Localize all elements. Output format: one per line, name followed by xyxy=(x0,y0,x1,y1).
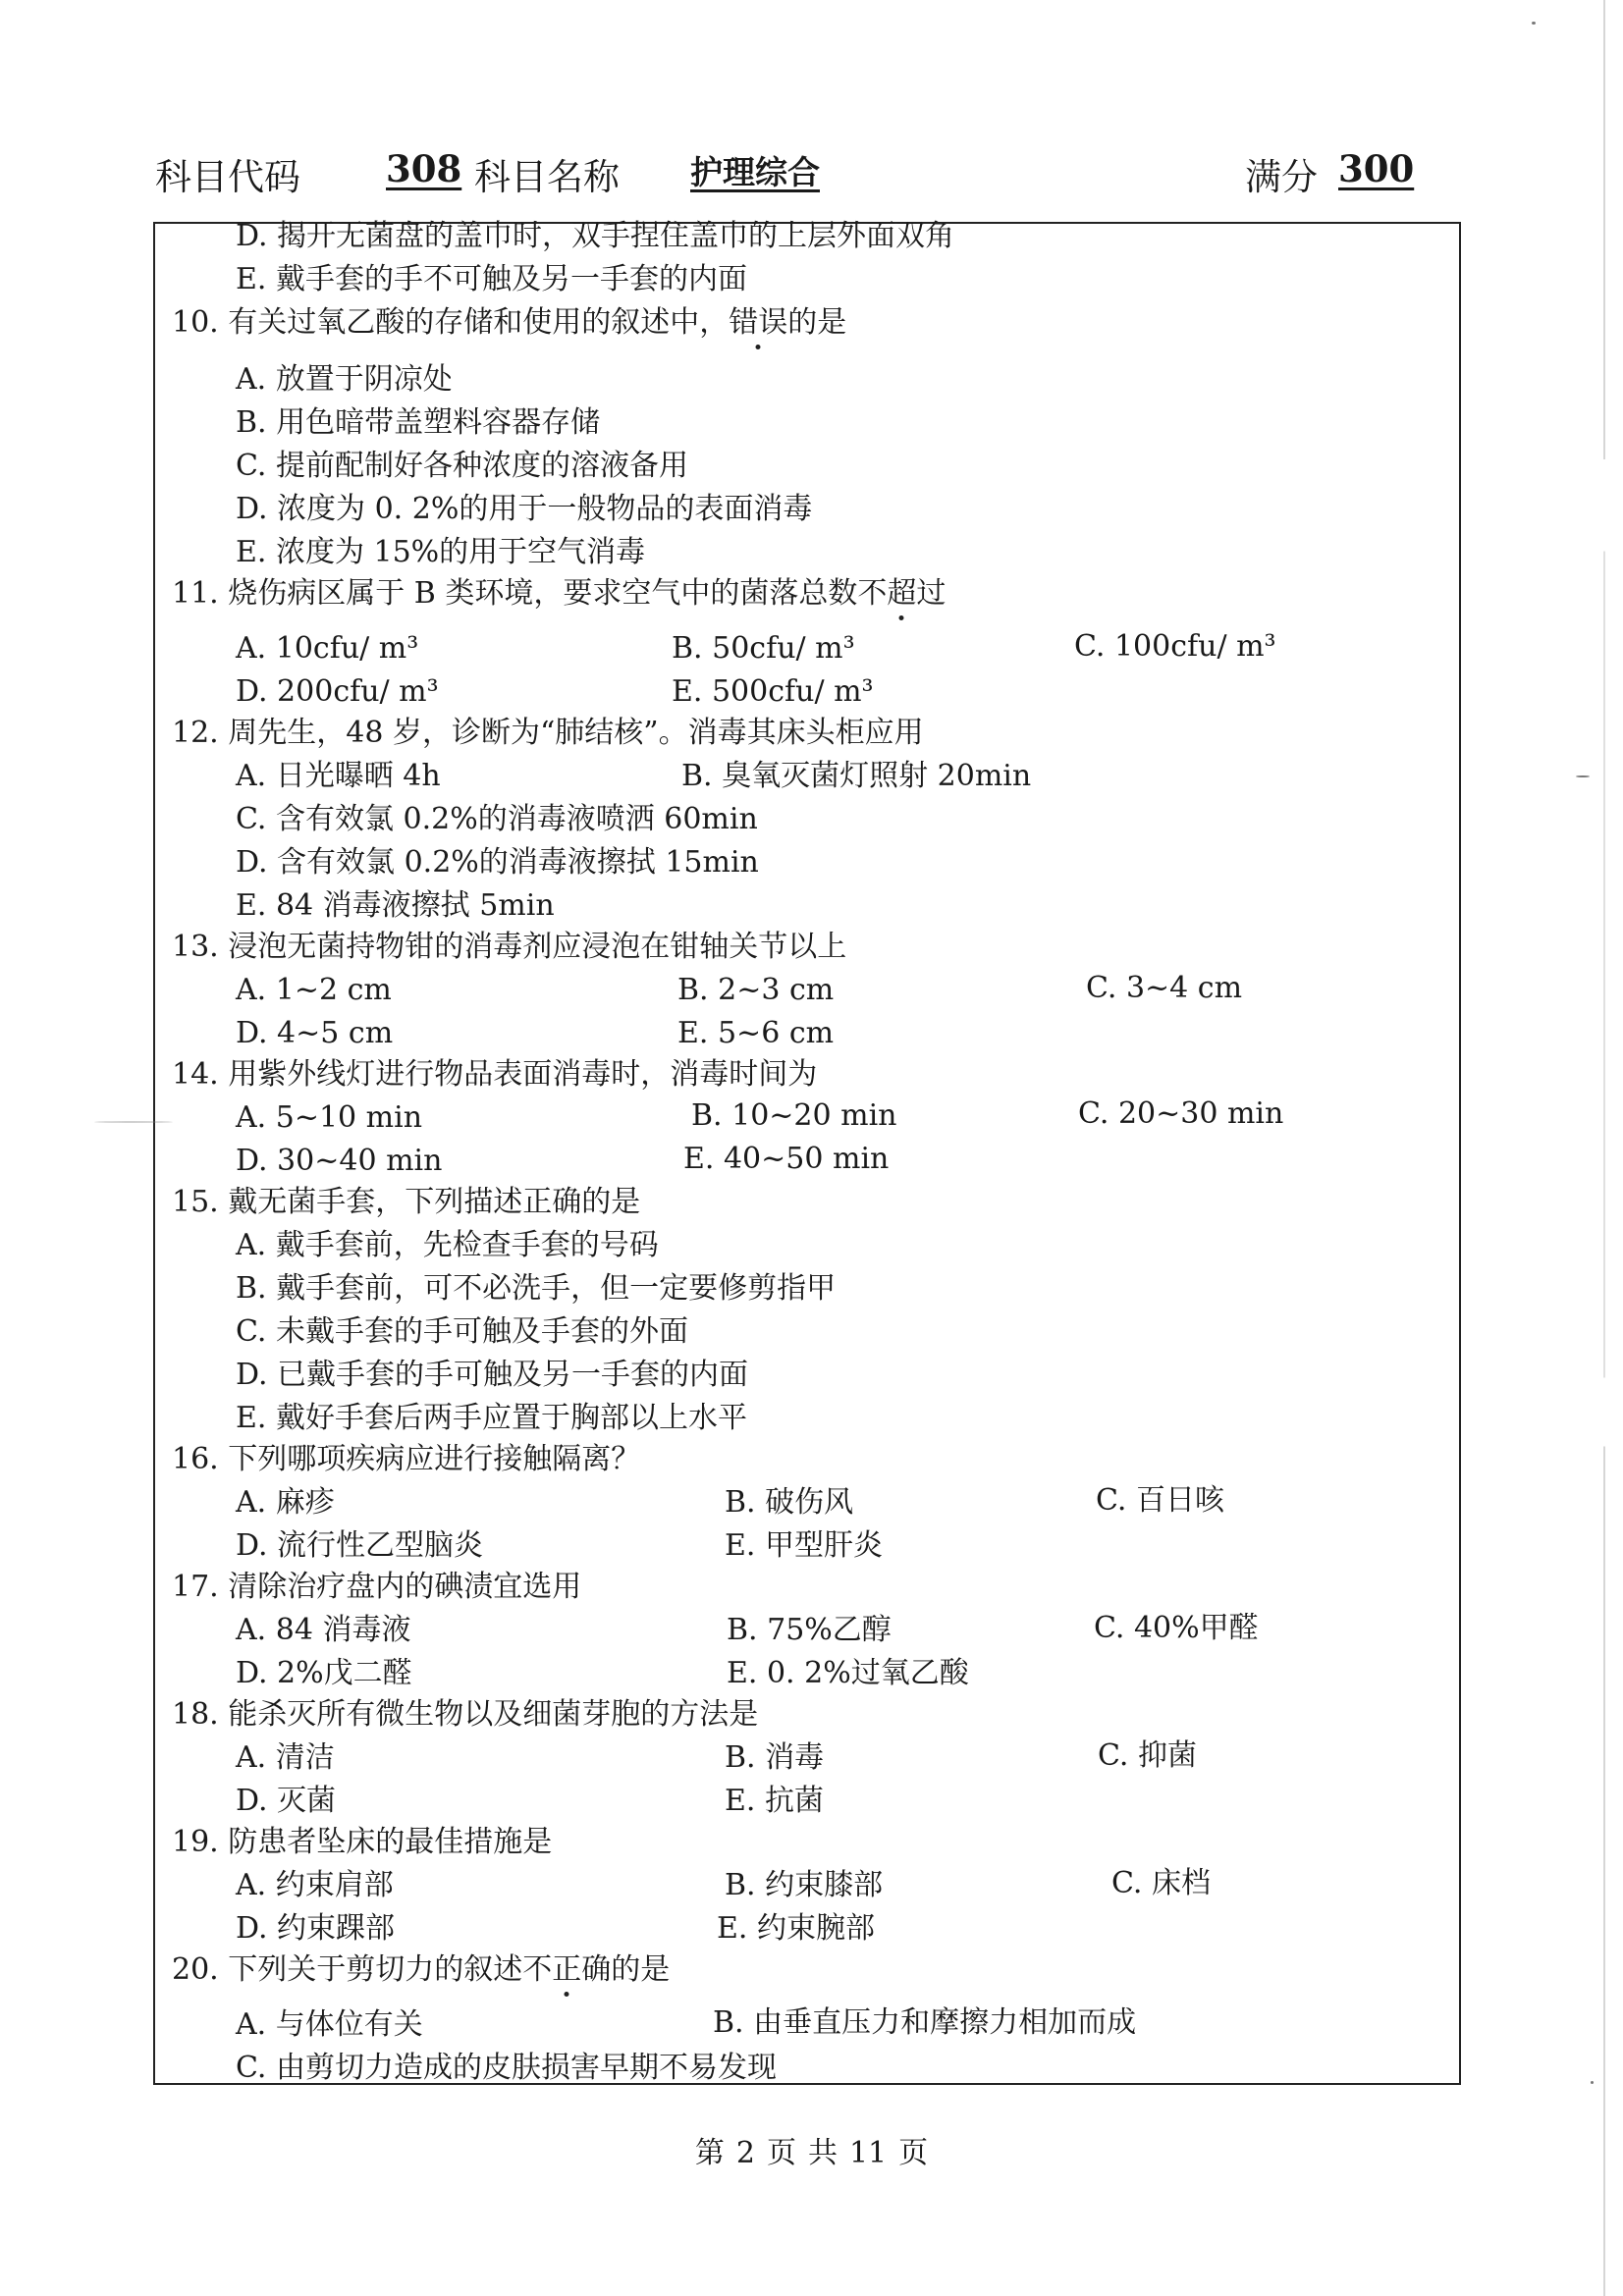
option-line: C. 100cfu/ m³ xyxy=(1074,629,1276,664)
option-line: C. 含有效氯 0.2%的消毒液喷洒 60min xyxy=(236,802,758,836)
option-line: E. 浓度为 15%的用于空气消毒 xyxy=(236,535,646,569)
option-line: A. 约束肩部 xyxy=(236,1868,394,1902)
question-text: 20. 下列关于剪切力的叙述 xyxy=(172,1952,523,1987)
subject-code: 308 xyxy=(386,147,462,190)
question-14: 14. 用紫外线灯进行物品表面消毒时，消毒时间为 xyxy=(172,1057,818,1092)
option-line: E. 84 消毒液擦拭 5min xyxy=(236,888,555,923)
option-line: C. 未戴手套的手可触及手套的外面 xyxy=(236,1314,688,1349)
option-line: E. 抗菌 xyxy=(725,1784,824,1818)
option-line: B. 臭氧灭菌灯照射 20min xyxy=(681,759,1032,793)
option-line: B. 10~20 min xyxy=(691,1098,897,1133)
question-13: 13. 浸泡无菌持物钳的消毒剂应浸泡在钳轴关节以上 xyxy=(172,930,847,964)
option-line: B. 破伤风 xyxy=(725,1485,854,1520)
option-line: C. 3~4 cm xyxy=(1086,971,1243,1005)
question-20 xyxy=(172,1951,670,1989)
question-12: 12. 周先生，48 岁，诊断为“肺结核”。消毒其床头柜应用 xyxy=(172,716,924,750)
option-line: D. 含有效氯 0.2%的消毒液擦拭 15min xyxy=(236,845,759,880)
question-17: 17. 清除治疗盘内的碘渍宜选用 xyxy=(172,1570,582,1604)
option-line: D. 200cfu/ m³ xyxy=(236,674,439,709)
option-line: E. 5~6 cm xyxy=(677,1016,835,1050)
option-line: B. 消毒 xyxy=(725,1740,825,1775)
option-line: E. 甲型肝炎 xyxy=(725,1528,883,1563)
scan-speck xyxy=(1591,2081,1594,2084)
question-text: 的是 xyxy=(611,1952,671,1987)
option-line: A. 放置于阴凉处 xyxy=(236,362,453,397)
option-line: C. 抑菌 xyxy=(1098,1738,1197,1773)
emphasized-text: 错误 xyxy=(729,305,788,340)
option-line: E. 戴好手套后两手应置于胸部以上水平 xyxy=(236,1401,747,1435)
scan-edge-line xyxy=(1603,0,1605,2296)
option-line: D. 30~40 min xyxy=(236,1144,443,1178)
subject-name: 护理综合 xyxy=(690,153,820,191)
question-18: 18. 能杀灭所有微生物以及细菌芽胞的方法是 xyxy=(172,1697,759,1732)
footer-text: 页 xyxy=(766,2136,796,2170)
question-16: 16. 下列哪项疾病应进行接触隔离？ xyxy=(172,1442,641,1476)
question-19: 19. 防患者坠床的最佳措施是 xyxy=(172,1825,553,1859)
option-line: A. 与体位有关 xyxy=(236,2007,423,2042)
option-line: A. 日光曝晒 4h xyxy=(236,759,441,793)
page-number: 2 xyxy=(735,2136,755,2170)
scan-speck xyxy=(1532,22,1536,25)
full-score: 300 xyxy=(1338,147,1415,190)
option-line: D. 流行性乙型脑炎 xyxy=(236,1528,484,1563)
option-line: B. 由垂直压力和摩擦力相加而成 xyxy=(713,2005,1137,2040)
question-15: 15. 戴无菌手套，下列描述正确的是 xyxy=(172,1185,641,1219)
option-line: C. 床档 xyxy=(1111,1866,1211,1900)
footer-text: 第 xyxy=(694,2136,725,2170)
option-line: E. 0. 2%过氧乙酸 xyxy=(727,1656,969,1690)
scan-speck xyxy=(94,1121,173,1123)
option-line: B. 约束膝部 xyxy=(725,1868,884,1902)
option-line: B. 2~3 cm xyxy=(677,973,835,1007)
subject-name-label: 科目名称 xyxy=(474,156,620,198)
option-line: A. 1~2 cm xyxy=(236,973,392,1007)
option-line: C. 百日咳 xyxy=(1096,1483,1224,1518)
option-line: E. 戴手套的手不可触及另一手套的内面 xyxy=(236,262,747,296)
option-line: A. 10cfu/ m³ xyxy=(236,631,419,666)
subject-code-label: 科目代码 xyxy=(155,156,300,198)
emphasized-text: 不正确 xyxy=(522,1952,612,1987)
option-line: C. 提前配制好各种浓度的溶液备用 xyxy=(236,449,688,483)
option-line: D. 浓度为 0. 2%的用于一般物品的表面消毒 xyxy=(236,492,813,526)
option-line: D. 揭开无菌盘的盖巾时，双手捏住盖巾的上层外面双角 xyxy=(236,219,955,253)
emphasized-text: 不超过 xyxy=(857,576,947,611)
option-line: A. 麻疹 xyxy=(236,1485,335,1520)
option-line: A. 戴手套前，先检查手套的号码 xyxy=(236,1228,659,1262)
footer-text: 共 xyxy=(807,2136,838,2170)
question-text: 10. 有关过氧乙酸的存储和使用的叙述中， xyxy=(172,305,730,340)
option-line: C. 由剪切力造成的皮肤损害早期不易发现 xyxy=(236,2051,777,2085)
option-line: B. 用色暗带盖塑料容器存储 xyxy=(236,405,601,440)
option-line: E. 500cfu/ m³ xyxy=(672,674,874,709)
option-line: C. 40%甲醛 xyxy=(1094,1611,1259,1645)
question-11 xyxy=(172,575,946,613)
option-line: C. 20~30 min xyxy=(1078,1096,1284,1131)
option-line: E. 约束腕部 xyxy=(717,1911,875,1946)
option-line: E. 40~50 min xyxy=(683,1142,890,1176)
option-line: B. 50cfu/ m³ xyxy=(672,631,855,666)
option-line: B. 戴手套前，可不必洗手，但一定要修剪指甲 xyxy=(236,1271,837,1306)
total-pages: 11 xyxy=(848,2136,888,2170)
option-line: A. 清洁 xyxy=(236,1740,335,1775)
question-text: 的是 xyxy=(787,305,847,340)
question-text: 11. 烧伤病区属于 B 类环境，要求空气中的菌落总数 xyxy=(172,576,858,611)
option-line: D. 约束踝部 xyxy=(236,1911,396,1946)
option-line: A. 84 消毒液 xyxy=(236,1613,411,1647)
option-line: D. 已戴手套的手可触及另一手套的内面 xyxy=(236,1358,749,1392)
option-line: D. 2%戊二醛 xyxy=(236,1656,412,1690)
footer-text: 页 xyxy=(898,2136,929,2170)
option-line: B. 75%乙醇 xyxy=(727,1613,892,1647)
option-line: D. 灭菌 xyxy=(236,1784,337,1818)
exam-header xyxy=(155,147,1415,206)
full-score-label: 满分 xyxy=(1245,156,1318,198)
scan-speck xyxy=(1576,775,1590,777)
option-line: A. 5~10 min xyxy=(236,1100,423,1135)
option-line: D. 4~5 cm xyxy=(236,1016,394,1050)
page-footer xyxy=(0,2128,1623,2171)
question-10 xyxy=(172,304,846,342)
